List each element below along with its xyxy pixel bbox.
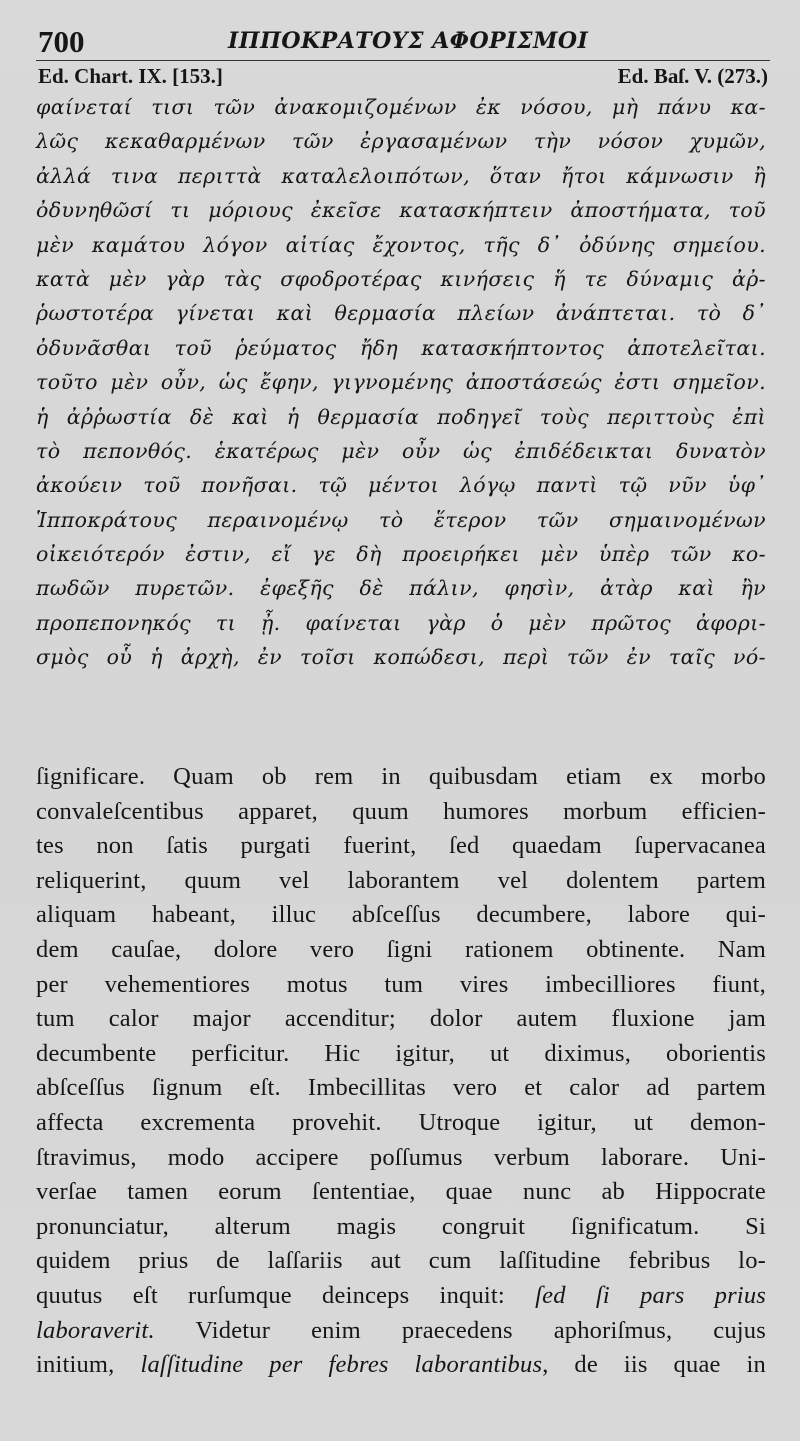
text-segment: aliquam habeant, illuc abſceſſus decumbere, labore qui- [36,901,766,929]
latin-text-line [36,760,766,795]
text-segment: abſceſſus ſignum eſt. Imbecillitas vero et calor ad partem [36,1074,766,1102]
text-segment: ſignificare. Quam ob rem in quibusdam etiam ex morbo [36,763,766,790]
latin-text-line [36,1244,766,1279]
latin-text-line [36,1348,766,1383]
text-segment: dem cauſae, dolore vero ſigni rationem obtinente. Nam [36,935,766,963]
greek-text-line: ῥωστοτέρα γίνεται καὶ θερμασία πλείων ἀνάπτεται. τὸ δ᾽ [36,301,766,326]
text-segment: per vehementiores motus tum vires imbecilliores fiunt, [36,970,766,998]
edition-reference-row [38,64,768,90]
text-segment: affecta excrementa provehit. Utroque igitur, ut demon- [36,1108,766,1136]
text-segment: convaleſcentibus apparet, quum humores morbum efficien- [36,797,766,825]
greek-text-line: ὀδυνᾶσθαι τοῦ ῥεύματος ἤδη κατασκήπτοντος ἀποτελεῖται. [36,335,766,360]
latin-text-line [36,1037,766,1072]
latin-text-line [36,1071,766,1106]
latin-text-line [36,1279,766,1314]
text-segment: quidem prius de laſſariis aut cum laſſitudine febribus lo- [36,1247,766,1275]
edition-reference-left: Ed. Chart. IX. [153.] [38,64,223,88]
greek-text-line: σμὸς οὗ ἡ ἀρχὴ, ἐν τοῖσι κοπώδεσι, περὶ τῶν ἐν ταῖς νό- [36,645,766,670]
latin-text-line [36,968,766,1003]
greek-text-line: φαίνεταί τισι τῶν ἀνακομιζομένων ἐκ νόσου, μὴ πάνυ κα- [36,95,766,119]
latin-text-line [36,1175,766,1210]
header-rule [36,60,770,61]
greek-text-line: ὀδυνηθῶσί τι μόριους ἐκεῖσε κατασκήπτειν ἀποστήματα, τοῦ [36,198,766,223]
greek-text-line: τοῦτο μὲν οὖν, ὡς ἔφην, γιγνομένης ἀποστάσεώς ἐστι σημεῖον. [36,370,766,395]
greek-text-line: ἀλλά τινα περιττὰ καταλελοιπότων, ὅταν ἤτοι κάμνωσιν ἢ [36,163,766,188]
latin-text-line [36,933,766,968]
text-segment: tes non ſatis purgati fuerint, ſed quaedam ſupervacanea [36,832,766,860]
greek-text-block [36,90,766,675]
greek-text-line: μὲν καμάτου λόγον αἰτίας ἔχοντος, τῆς δ᾽ ὀδύνης σημείου. [36,232,766,257]
greek-text-line: κατὰ μὲν γὰρ τὰς σφοδροτέρας κινήσεις ἥ τε δύναμις ἀῤ- [36,266,766,291]
latin-text-line [36,1106,766,1141]
latin-text-line [36,829,766,864]
latin-text-line [36,1314,766,1349]
text-segment: quutus eſt rurſumque deinceps inquit: [36,1281,536,1309]
latin-text-line [36,1210,766,1245]
text-segment: reliquerint, quum vel laborantem vel dolentem partem [36,866,766,894]
text-segment: ſtravimus, modo accipere poſſumus verbum laborare. Uni- [36,1143,766,1171]
italic-quotation: ſed ſi pars prius [535,1281,767,1309]
latin-text-line [36,1141,766,1176]
greek-text-line: προπεπονηκός τι ᾖ. φαίνεται γὰρ ὁ μὲν πρῶτος ἀφορι- [36,610,766,635]
greek-text-line: λῶς κεκαθαρμένων τῶν ἐργασαμένων τὴν νόσον χυμῶν, [36,129,766,154]
text-segment: initium, [36,1351,141,1379]
latin-text-line [36,795,766,830]
greek-text-line: ἡ ἀῤῥωστία δὲ καὶ ἡ θερμασία ποδηγεῖ τοὺς περιττοὺς ἐπὶ [36,404,766,429]
greek-text-line: ἀκούειν τοῦ πονῆσαι. τῷ μέντοι λόγῳ παντὶ τῷ νῦν ὑφ᾽ [36,473,766,498]
greek-text-line: πωδῶν πυρετῶν. ἐφεξῆς δὲ πάλιν, φησὶν, ἀτὰρ καὶ ἢν [36,576,766,601]
text-segment: verſae tamen eorum ſententiae, quae nunc ab Hippocrate [36,1178,766,1206]
page-number: 700 [38,24,85,59]
text-segment: decumbente perficitur. Hic igitur, ut diximus, oborientis [36,1039,766,1067]
italic-quotation: laſſitudine per febres laborantibus [140,1351,543,1379]
greek-text-line: τὸ πεπονθός. ἑκατέρως μὲν οὖν ὡς ἐπιδέδεικται δυνατὸν [36,438,766,463]
latin-text-line [36,864,766,899]
running-title: ΙΠΠΟΚΡΑΤΟΥΣ ΑΦΟΡΙΣΜΟΙ [228,28,589,54]
text-segment: Videtur enim praecedens aphoriſmus, cujus [154,1316,766,1344]
text-segment: tum calor major accenditur; dolor autem fluxione jam [36,1005,766,1033]
italic-quotation: laboraverit. [36,1316,155,1344]
page-header [38,22,770,58]
text-segment: , de iis quae in [542,1351,766,1379]
latin-text-block [36,760,766,1383]
latin-text-line [36,1002,766,1037]
text-segment: pronunciatur, alterum magis congruit ſignificatum. Si [36,1212,766,1240]
latin-text-line [36,898,766,933]
greek-text-line: Ἱπποκράτους περαινομένῳ τὸ ἕτερον τῶν σημαινομένων [36,507,766,532]
edition-reference-right: Ed. Baſ. V. (273.) [617,64,768,88]
greek-text-line: οἰκειότερόν ἐστιν, εἴ γε δὴ προειρήκει μὲν ὑπὲρ τῶν κο- [36,542,766,567]
